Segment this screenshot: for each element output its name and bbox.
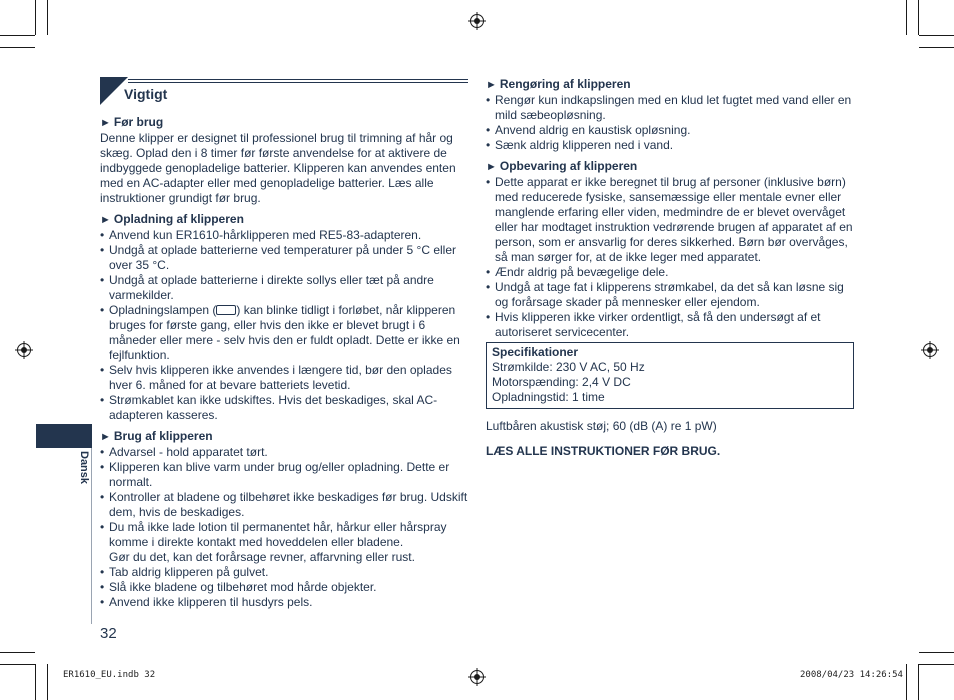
crop-mark bbox=[35, 0, 36, 35]
bullet-list bbox=[486, 93, 856, 153]
crop-mark bbox=[919, 35, 954, 36]
list-item bbox=[100, 303, 468, 363]
list-item: • Ændr aldrig på bevægelige dele. bbox=[486, 265, 856, 280]
list-item bbox=[100, 520, 468, 565]
crop-mark bbox=[919, 652, 954, 653]
footer-timestamp: 2008/04/23 14:26:54 bbox=[800, 670, 903, 680]
battery-icon bbox=[216, 305, 236, 315]
list-item: • Hvis klipperen ikke virker ordentligt, så få den undersøgt af et autoriseret servicecenter. bbox=[486, 310, 856, 340]
page-number: 32 bbox=[100, 625, 117, 642]
crop-mark bbox=[906, 664, 907, 700]
list-item: • Undgå at tage fat i klipperens strømkabel, da det så kan løsne sig og forårsage skader på mennesker eller ejendom. bbox=[486, 280, 856, 310]
crop-mark bbox=[918, 0, 919, 35]
subsection-title-text: Før brug bbox=[113, 115, 164, 129]
list-item: • Undgå at oplade batterierne i direkte sollys eller tæt på andre varmekilder. bbox=[100, 273, 468, 303]
bullet-list bbox=[486, 175, 856, 340]
spec-line: Motorspænding: 2,4 V DC bbox=[492, 375, 631, 389]
subsection-title-text: Brug af klipperen bbox=[113, 429, 213, 443]
bullet-list bbox=[100, 445, 468, 610]
list-item: • Strømkablet kan ikke udskiftes. Hvis det beskadiges, skal AC-adapteren kasseres. bbox=[100, 393, 468, 423]
subsection-title-text: Rengøring af klipperen bbox=[499, 77, 631, 91]
section-heading bbox=[100, 77, 468, 105]
list-item: • Advarsel - hold apparatet tørt. bbox=[100, 445, 468, 460]
right-column bbox=[486, 77, 856, 459]
crop-mark bbox=[919, 664, 954, 665]
subsection-title bbox=[100, 429, 468, 445]
list-item: • Selv hvis klipperen ikke anvendes i længere tid, bør den oplades hver 6. måned for at bevare batteriets levetid. bbox=[100, 363, 468, 393]
arrow-icon: ► bbox=[486, 161, 497, 173]
subsection-title-text: Opladning af klipperen bbox=[113, 212, 244, 226]
crop-mark bbox=[906, 0, 907, 35]
list-item: • Tab aldrig klipperen på gulvet. bbox=[100, 565, 468, 580]
list-item: • Undgå at oplade batterierne ved temperaturer på under 5 °C eller over 35 °C. bbox=[100, 243, 468, 273]
crop-mark bbox=[47, 664, 48, 700]
noise-statement: Luftbåren akustisk støj; 60 (dB (A) re 1 pW) bbox=[486, 419, 717, 433]
subsection-title bbox=[486, 77, 856, 93]
crop-mark bbox=[0, 664, 35, 665]
crop-mark bbox=[0, 47, 35, 48]
arrow-icon: ► bbox=[100, 431, 111, 443]
language-tab-label: Dansk bbox=[78, 451, 90, 485]
list-item: • Klipperen kan blive varm under brug og/eller opladning. Dette er normalt. bbox=[100, 460, 468, 490]
read-instructions-warning: LÆS ALLE INSTRUKTIONER FØR BRUG. bbox=[486, 444, 721, 458]
bullet-list bbox=[100, 228, 468, 423]
crop-mark bbox=[47, 0, 48, 35]
list-item: • Anvend kun ER1610-hårklipperen med RE5-83-adapteren. bbox=[100, 228, 468, 243]
registration-mark-icon bbox=[468, 668, 486, 686]
list-item: • Rengør kun indkapslingen med en klud let fugtet med vand eller en mild sæbeopløsning. bbox=[486, 93, 856, 123]
spec-line: Opladningstid: 1 time bbox=[492, 390, 605, 404]
list-item: • Kontroller at bladene og tilbehøret ikke beskadiges før brug. Udskift dem, hvis de beskadiges. bbox=[100, 490, 468, 520]
list-item: • Sænk aldrig klipperen ned i vand. bbox=[486, 138, 856, 153]
arrow-icon: ► bbox=[100, 214, 111, 226]
registration-mark-icon bbox=[468, 12, 486, 30]
list-item-text: Du må ikke lade lotion til permanentet hår, hårkur eller hårspray komme i direkte kontakt med hoveddelen eller bladene. bbox=[109, 520, 447, 549]
language-tab bbox=[36, 424, 92, 448]
list-item-text: Opladningslampen ( bbox=[109, 303, 217, 317]
subsection-title bbox=[100, 212, 468, 228]
tab-divider bbox=[91, 448, 92, 624]
list-item: • Slå ikke bladene og tilbehøret mod hårde objekter. bbox=[100, 580, 468, 595]
registration-mark-icon bbox=[15, 341, 33, 359]
specifications-title: Specifikationer bbox=[492, 345, 579, 359]
registration-mark-icon bbox=[921, 341, 939, 359]
paragraph: Denne klipper er designet til professionel brug til trimning af hår og skæg. Oplad den i 8 timer før første anvendelse for at aktivere de indbyggede genopladelige batterier. Klipperen kan anvendes enten med en AC-adapter eller med genopladelige batterier. Læs alle instruktioner grundigt før brug. bbox=[100, 131, 456, 205]
list-item: • Dette apparat er ikke beregnet til brug af personer (inklusive børn) med reducerede fysiske, sansemæssige eller mentale evner eller manglende erfaring eller viden, medmindre de er blevet overvåget eller har modtaget instruktion vedrørende brugen af apparatet af en person, som er ansvarlig for deres sikkerhed. Børn bør overvåges, så man sørger for, at de ikke leger med apparatet. bbox=[486, 175, 856, 265]
spec-line: Strømkilde: 230 V AC, 50 Hz bbox=[492, 360, 645, 374]
specifications-box bbox=[486, 342, 854, 409]
left-column bbox=[100, 77, 468, 610]
list-item-text: ) kan blinke tidligt i forløbet, når klipperen bruges for første gang, eller hvis den ikke er blevet brugt i 6 måneder eller mere - selv hvis den er fuldt opladt. Dette er ikke en fejlfunktion. bbox=[109, 303, 460, 362]
heading-title: Vigtigt bbox=[124, 86, 168, 102]
subsection-title bbox=[486, 159, 856, 175]
list-item: • Anvend ikke klipperen til husdyrs pels. bbox=[100, 595, 468, 610]
subsection-title bbox=[100, 115, 468, 131]
list-item: • Anvend aldrig en kaustisk opløsning. bbox=[486, 123, 856, 138]
crop-mark bbox=[0, 35, 35, 36]
subsection-title-text: Opbevaring af klipperen bbox=[499, 159, 638, 173]
heading-rule bbox=[128, 82, 468, 83]
list-item-text: Gør du det, kan det forårsage revner, affarvning eller rust. bbox=[109, 550, 415, 564]
crop-mark bbox=[918, 664, 919, 700]
arrow-icon: ► bbox=[100, 117, 111, 129]
footer-file-info: ER1610_EU.indb 32 bbox=[63, 670, 156, 680]
arrow-icon: ► bbox=[486, 79, 497, 91]
crop-mark bbox=[0, 652, 35, 653]
heading-rule bbox=[128, 79, 468, 80]
crop-mark bbox=[35, 664, 36, 700]
crop-mark bbox=[919, 47, 954, 48]
